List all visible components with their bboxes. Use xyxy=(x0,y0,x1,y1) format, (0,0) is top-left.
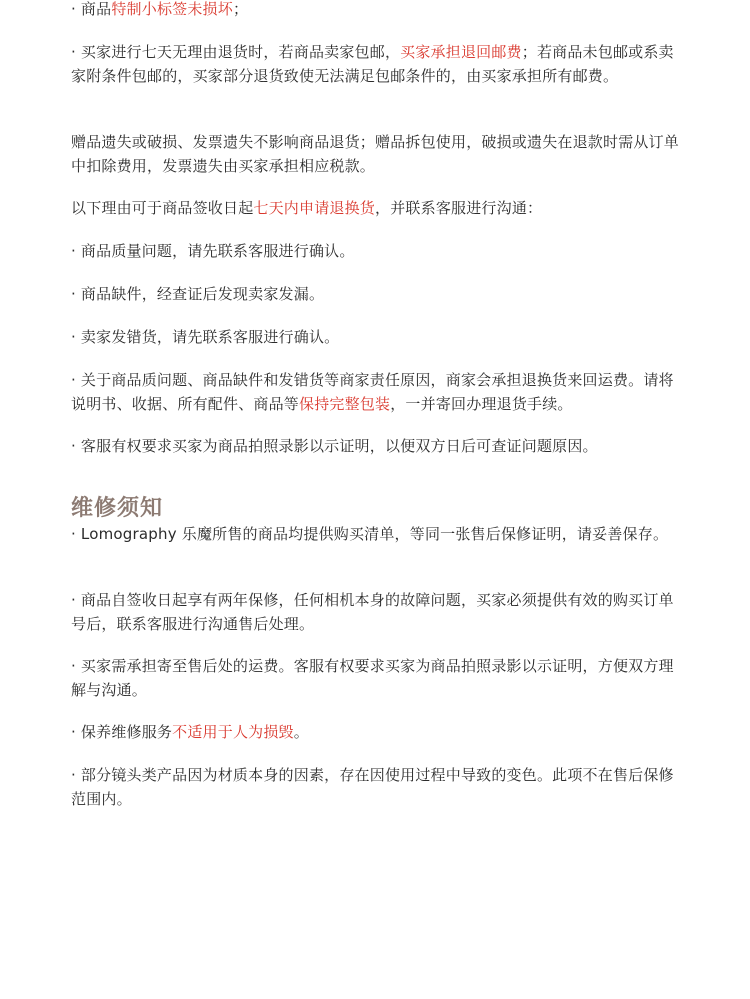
exchange-intro xyxy=(71,197,681,221)
return-shipping-rule xyxy=(71,41,681,88)
repair-exclusion xyxy=(71,721,681,745)
repair-section-title: 维修须知 xyxy=(71,496,164,521)
reason-wrong-item: · 卖家发错货，请先联系客服进行确认。 xyxy=(71,328,340,346)
text-segment: · 关于商品质问题、商品缺件和发错货等商家责任原因，商家会承担退换货来回运费。请将说明书、收据、所有配件、商品等 xyxy=(71,371,674,413)
text-segment: · 商品 xyxy=(71,0,112,18)
return-tag-condition xyxy=(71,0,681,22)
repair-warranty: · 商品自签收日起享有两年保修，任何相机本身的故障问题，买家必须提供有效的购买订单号后，联系客服进行沟通售后处理。 xyxy=(71,591,674,633)
text-segment: · 保养维修服务 xyxy=(71,723,173,741)
text-segment: ，一并寄回办理退货手续。 xyxy=(390,394,573,413)
merchant-responsibility xyxy=(71,369,681,416)
text-segment: ； xyxy=(232,0,249,18)
photo-evidence-rule: · 客服有权要求买家为商品拍照录影以示证明，以便双方日后可查证问题原因。 xyxy=(71,437,598,455)
highlight-text: 买家承担退回邮费 xyxy=(400,43,522,61)
reason-quality: · 商品质量问题，请先联系客服进行确认。 xyxy=(71,242,355,260)
gift-invoice-rule: 赠品遗失或破损、发票遗失不影响商品退货；赠品拆包使用，破损或遗失在退款时需从订单中扣除费用，发票遗失由买家承担相应税款。 xyxy=(71,133,680,175)
text-segment: 以下理由可于商品签收日起 xyxy=(71,199,254,217)
text-segment: ；若商品未包邮或系卖家附条件包邮的，买家部分退货致使无法满足包邮条件的，由买家承担所有邮费。 xyxy=(71,43,674,85)
repair-shipping: · 买家需承担寄至售后处的运费。客服有权要求买家为商品拍照录影以示证明，方便双方理解与沟通。 xyxy=(71,657,674,699)
text-segment: ，并联系客服进行沟通： xyxy=(375,199,543,217)
highlight-text: 七天内申请退换货 xyxy=(253,199,376,217)
reason-missing-parts: · 商品缺件，经查证后发现卖家发漏。 xyxy=(71,285,325,303)
text-segment: 。 xyxy=(293,723,309,741)
text-segment: · 买家进行七天无理由退货时，若商品卖家包邮， xyxy=(71,43,401,61)
repair-purchase-list: · Lomography 乐魔所售的商品均提供购买清单，等同一张售后保修证明，请妥善保存。 xyxy=(71,525,669,543)
lens-discoloration-note: · 部分镜头类产品因为材质本身的因素，存在因使用过程中导致的变色。此项不在售后保修范围内。 xyxy=(71,766,674,808)
highlight-text: 保持完整包装 xyxy=(299,394,391,413)
highlight-text: 特制小标签未损坏 xyxy=(111,0,233,18)
highlight-text: 不适用于人为损毁 xyxy=(172,723,294,741)
